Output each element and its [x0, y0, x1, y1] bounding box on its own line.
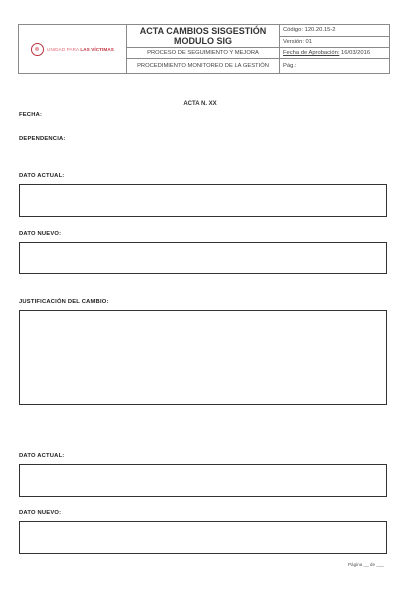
- logo-text-part1-grid: UNIDAD PARA: [47, 46, 81, 52]
- dependencia-label: DEPENDENCIA:: [19, 136, 66, 142]
- unidad-victimas-logo-grid: [22, 43, 123, 56]
- approval-date-value: 16/03/2016: [341, 50, 371, 56]
- dato-nuevo-label: DATO NUEVO:: [19, 231, 62, 237]
- procedure-name: PROCEDIMIENTO MONITOREO DE LA GESTIÓN: [127, 59, 280, 74]
- justificacion-box[interactable]: [19, 310, 387, 405]
- document-code-grid: Código: 120.20.15-2: [280, 25, 390, 37]
- dato-actual-box[interactable]: [19, 184, 387, 217]
- dato-nuevo-box-2[interactable]: [19, 521, 387, 554]
- justificacion-label: JUSTIFICACIÓN DEL CAMBIO:: [19, 299, 109, 305]
- page-footer: Página __ de ___: [347, 562, 384, 567]
- dato-actual-label-2: DATO ACTUAL:: [19, 453, 65, 459]
- fecha-label: FECHA:: [19, 112, 43, 118]
- logo-text-part2-grid: LAS VÍCTIMAS: [80, 46, 114, 52]
- seal-icon: [31, 43, 44, 56]
- approval-date: [280, 48, 390, 59]
- process-name: PROCESO DE SEGUIMIENTO Y MEJORA: [127, 48, 280, 59]
- approval-label: Fecha de Aprobación:: [283, 50, 340, 56]
- logo-cell-grid: [19, 25, 127, 74]
- dato-actual-box-2[interactable]: [19, 464, 387, 497]
- dato-nuevo-label-2: DATO NUEVO:: [19, 510, 62, 516]
- page-number: Pág.:: [280, 59, 390, 74]
- acta-title: ACTA N. XX: [183, 101, 217, 107]
- document-version: Versión: 01: [280, 36, 390, 48]
- dato-nuevo-box[interactable]: [19, 242, 387, 274]
- document-title-grid: ACTA CAMBIOS SISGESTIÓN MODULO SIG: [127, 25, 280, 48]
- document-header-grid: [18, 24, 390, 74]
- logo-text-grid: [47, 47, 114, 52]
- dato-actual-label: DATO ACTUAL:: [19, 173, 65, 179]
